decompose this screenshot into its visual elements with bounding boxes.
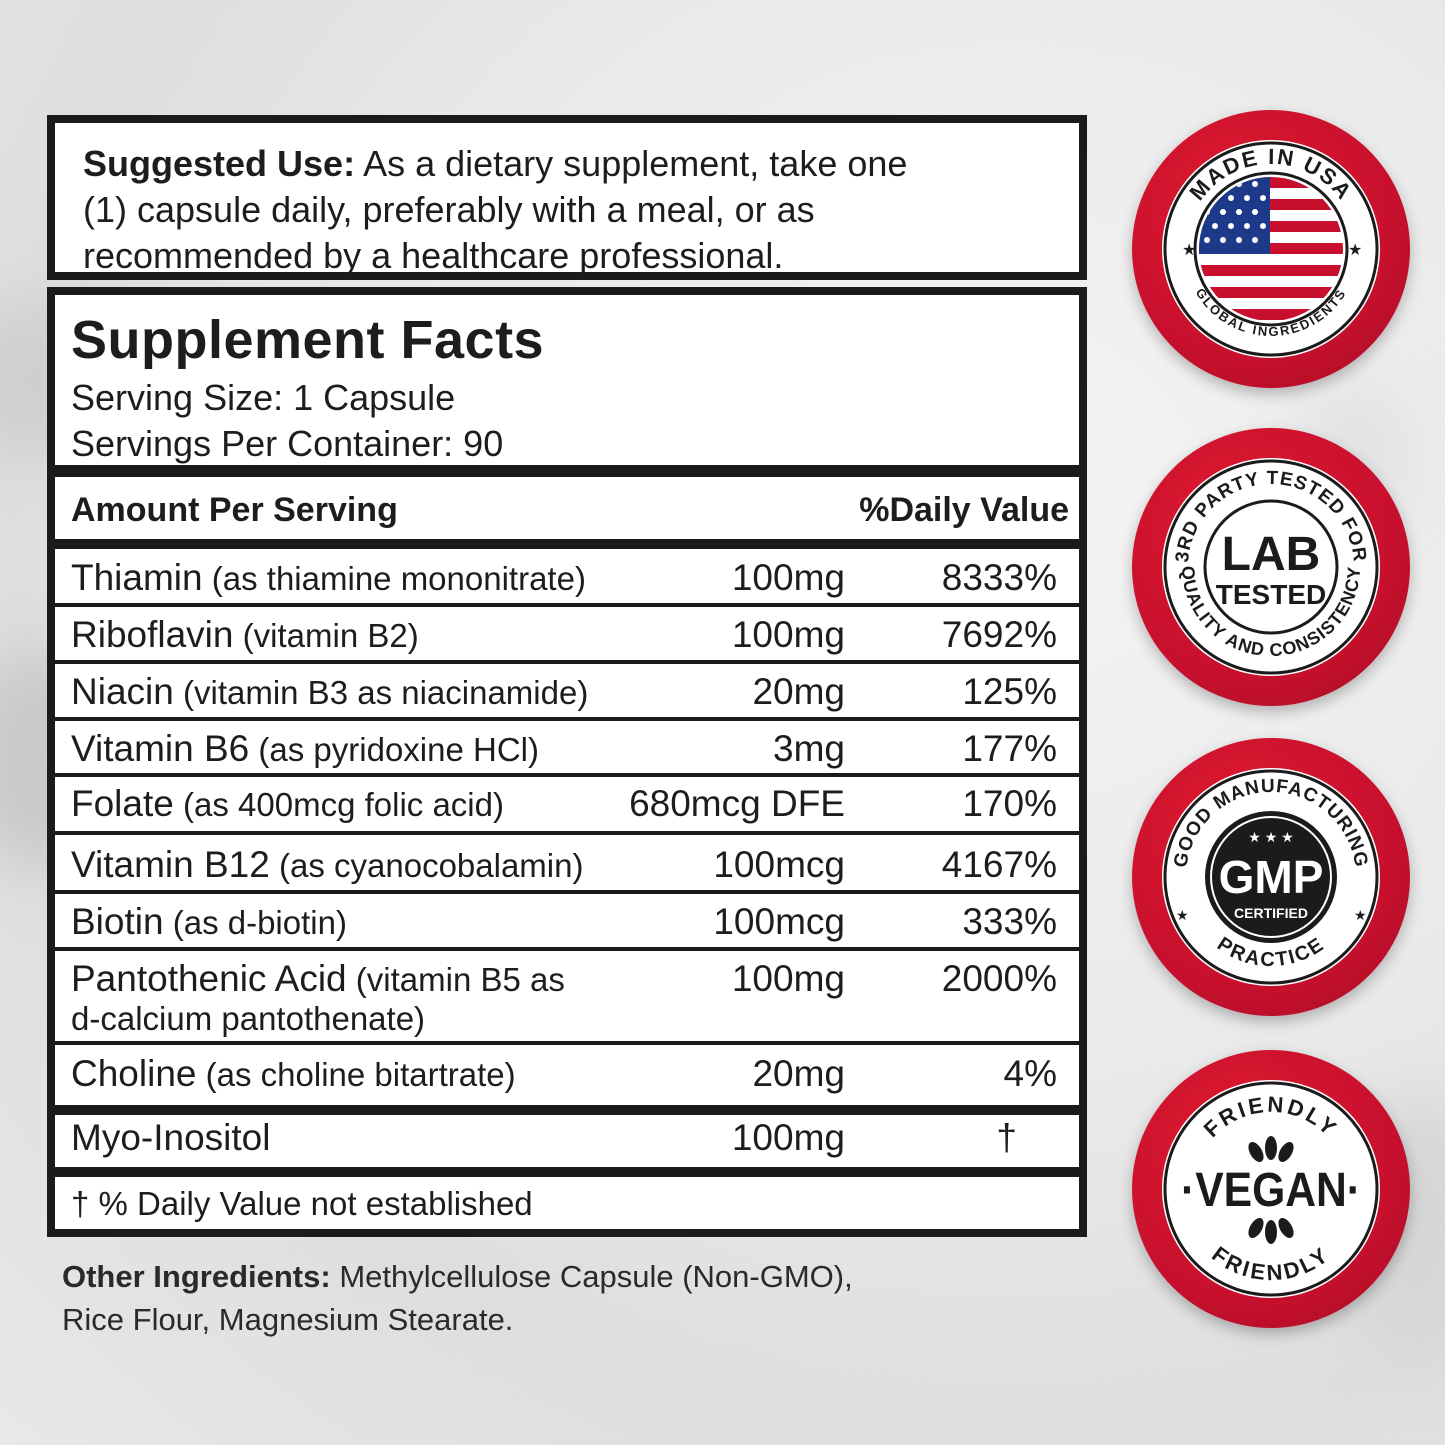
nutrient-desc: (as thiamine mononitrate) xyxy=(202,560,586,597)
suggested-use-label: Suggested Use: xyxy=(83,143,356,184)
badge-text: GOOD MANUFACTURING xyxy=(1170,775,1372,870)
nutrient-amount: 100mg xyxy=(731,1117,845,1158)
divider xyxy=(55,831,1079,835)
nutrient-dv: 333% xyxy=(962,901,1057,942)
badge-text: MADE IN USA xyxy=(1184,143,1358,206)
lab-tested-badge xyxy=(1132,428,1410,706)
svg-text:FRIENDLY xyxy=(1199,1092,1343,1142)
lab-tested-seal-icon xyxy=(1132,428,1410,706)
nutrient-dv: 177% xyxy=(962,728,1057,769)
other-ingredients-text: Methylcellulose Capsule (Non-GMO), xyxy=(330,1259,853,1294)
gmp-seal-icon xyxy=(1132,738,1410,1016)
badge-center-text: CERTIFIED xyxy=(1234,905,1308,921)
suggested-use-box xyxy=(47,115,1087,280)
badge-center-text: LAB xyxy=(1221,528,1321,581)
nutrient-amount: 100mg xyxy=(731,614,845,655)
nutrient-name: Pantothenic Acid xyxy=(71,958,347,999)
nutrient-desc: (as 400mcg folic acid) xyxy=(173,786,504,823)
vegan-friendly-badge xyxy=(1132,1050,1410,1328)
badge-text: GLOBAL INGREDIENTS xyxy=(1192,285,1350,340)
suggested-use-text: (1) capsule daily, preferably with a meal, or as xyxy=(83,189,815,230)
nutrient-amount: 100mcg xyxy=(713,844,845,885)
thick-divider xyxy=(55,465,1079,477)
nutrient-amount: 100mg xyxy=(731,958,845,999)
footnote: † % Daily Value not established xyxy=(71,1185,533,1222)
nutrient-name: Folate xyxy=(71,783,174,824)
nutrient-name: Choline xyxy=(71,1053,197,1094)
nutrient-dv: 4167% xyxy=(941,844,1057,885)
other-ingredients xyxy=(62,1255,1022,1341)
nutrient-name: Vitamin B12 xyxy=(71,844,270,885)
nutrient-desc: (as d-biotin) xyxy=(163,904,347,941)
nutrient-amount: 680mcg DFE xyxy=(629,783,845,824)
made-in-usa-badge xyxy=(1132,110,1410,388)
nutrient-name: Niacin xyxy=(71,671,174,712)
nutrient-desc: d-calcium pantothenate) xyxy=(71,1000,426,1037)
nutrient-name: Vitamin B6 xyxy=(71,728,250,769)
badge-text: FRIENDLY xyxy=(1198,1091,1344,1143)
serving-size: Serving Size: 1 Capsule xyxy=(71,377,456,418)
suggested-use-text: recommended by a healthcare professional. xyxy=(83,235,784,276)
svg-text:★: ★ xyxy=(1182,242,1197,259)
facts-header-row xyxy=(71,485,1069,535)
nutrient-dv: 7692% xyxy=(941,614,1057,655)
divider xyxy=(55,773,1079,777)
badge-text: 3RD PARTY TESTED FOR xyxy=(1172,467,1371,564)
other-ingredients-text: Rice Flour, Magnesium Stearate. xyxy=(62,1302,514,1337)
svg-text:★: ★ xyxy=(1348,242,1363,259)
usa-seal-icon xyxy=(1132,110,1410,388)
divider xyxy=(55,603,1079,607)
nutrient-dv: 125% xyxy=(962,671,1057,712)
suggested-use-text: As a dietary supplement, take one xyxy=(355,143,908,184)
nutrient-amount: 20mg xyxy=(752,671,845,712)
thick-divider xyxy=(55,539,1079,549)
badge-text: PRACTICE xyxy=(1213,933,1329,972)
nutrient-desc: (as cyanocobalamin) xyxy=(269,847,584,884)
badge-center-text: ·VEGAN· xyxy=(1181,1164,1361,1217)
nutrient-name: Riboflavin xyxy=(71,614,234,655)
other-ingredients-label: Other Ingredients: xyxy=(62,1259,331,1294)
divider xyxy=(55,660,1079,664)
nutrient-dv: 2000% xyxy=(941,958,1057,999)
svg-text:★: ★ xyxy=(1354,907,1367,923)
nutrient-name: Biotin xyxy=(71,901,164,942)
facts-title: Supplement Facts xyxy=(71,310,545,370)
nutrient-amount: 100mcg xyxy=(713,901,845,942)
nutrient-desc: (vitamin B3 as niacinamide) xyxy=(173,674,589,711)
nutrient-name: Myo-Inositol xyxy=(71,1117,271,1158)
thick-divider xyxy=(55,1105,1079,1115)
nutrient-dv: 170% xyxy=(962,783,1057,824)
nutrient-amount: 20mg xyxy=(752,1053,845,1094)
badge-center-text: GMP xyxy=(1218,851,1324,903)
svg-text:★ ★ ★: ★ ★ ★ xyxy=(1248,829,1294,845)
vegan-seal-icon xyxy=(1132,1050,1410,1328)
gmp-certified-badge xyxy=(1132,738,1410,1016)
divider xyxy=(55,890,1079,894)
header-amount: Amount Per Serving xyxy=(71,491,398,529)
divider xyxy=(55,717,1079,721)
badge-text: FRIENDLY xyxy=(1207,1241,1335,1286)
badge-text: QUALITY AND CONSISTENCY xyxy=(1177,565,1365,661)
nutrient-desc: (as choline bitartrate) xyxy=(196,1056,516,1093)
nutrient-name: Thiamin xyxy=(71,557,203,598)
divider xyxy=(55,1041,1079,1045)
nutrient-desc: (vitamin B5 as xyxy=(346,961,565,998)
servings-per-container: Servings Per Container: 90 xyxy=(71,423,504,464)
nutrient-amount: 100mg xyxy=(731,557,845,598)
badge-center-text: TESTED xyxy=(1215,579,1327,610)
nutrient-desc: (as pyridoxine HCl) xyxy=(249,731,539,768)
nutrient-dv: 8333% xyxy=(941,557,1057,598)
thick-divider xyxy=(55,1167,1079,1177)
nutrient-desc: (vitamin B2) xyxy=(233,617,419,654)
nutrient-dv: 4% xyxy=(1003,1053,1057,1094)
nutrient-dv: † xyxy=(996,1117,1017,1158)
supplement-facts-panel xyxy=(47,287,1087,1237)
header-daily-value: %Daily Value xyxy=(859,491,1069,529)
svg-text:★: ★ xyxy=(1176,907,1189,923)
nutrient-amount: 3mg xyxy=(773,728,845,769)
svg-text:FRIENDLY xyxy=(1207,1241,1334,1285)
divider xyxy=(55,947,1079,951)
